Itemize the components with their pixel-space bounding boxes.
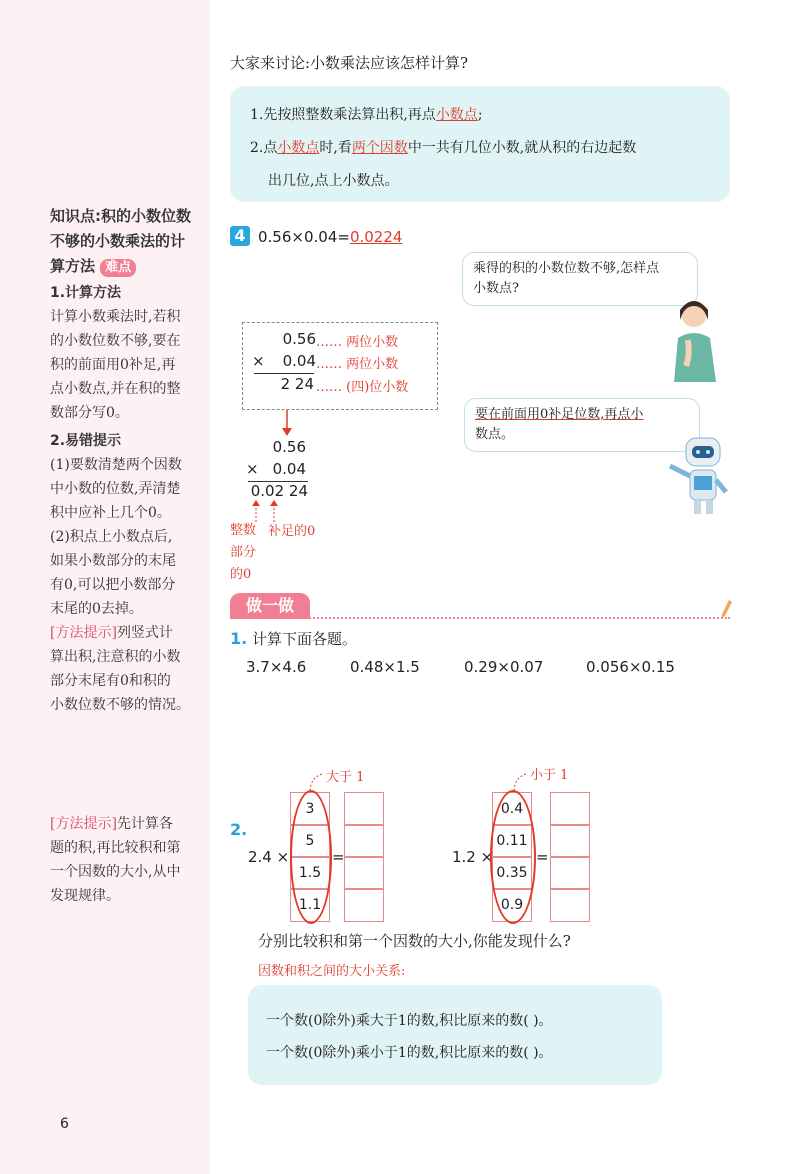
relation-line-2[interactable]: 一个数(0除外)乘小于1的数,积比原来的数( )。 (266, 1045, 553, 1061)
section-header-practice: 做一做 (230, 593, 310, 619)
section1-line: 数部分写0。 (50, 405, 129, 421)
question-2-number: 2. (230, 820, 248, 839)
left-answer-cell[interactable] (344, 824, 384, 858)
right-equals: = (536, 848, 549, 866)
v2-row2: 0.04 (272, 460, 306, 478)
note-line: 整数 (230, 523, 257, 538)
right-value-cell: 0.4 (492, 792, 532, 826)
section2-line: 如果小数部分的末尾 (50, 553, 176, 569)
point1-end: ; (477, 107, 483, 123)
section1-line: 计算小数乘法时,若积 (50, 309, 181, 325)
note-integer-zero (230, 520, 256, 586)
difficulty-badge: 难点 (100, 259, 136, 277)
left-annotation-arrow (306, 772, 326, 794)
section2-line: 中小数的位数,弄清楚 (50, 481, 181, 497)
right-highlight-ellipse (490, 790, 536, 924)
discussion-point-2-cont: 出几位,点上小数点。 (268, 173, 399, 189)
section1-line: 点小数点,并在积的整 (50, 381, 181, 397)
left-highlight-ellipse (290, 790, 332, 924)
kp-title-line3 (50, 254, 200, 279)
relation-label: 因数和积之间的大小关系: (258, 964, 406, 979)
right-annotation: 小于 1 (530, 768, 569, 783)
tip-line: 算出积,注意积的小数 (50, 649, 181, 665)
question-1-number: 1. (230, 629, 248, 648)
left-equals: = (332, 848, 345, 866)
tip-line: 题的积,再比较积和第 (50, 840, 181, 856)
tip-line: 列竖式计 (116, 625, 173, 641)
relation-line-1[interactable]: 一个数(0除外)乘大于1的数,积比原来的数( )。 (266, 1013, 553, 1029)
tip-label: [方法提示] (50, 625, 117, 641)
right-answer-cell[interactable] (550, 792, 590, 826)
v1-row2-note: …… 两位小数 (316, 357, 399, 372)
section2-line: (1)要数清楚两个因数 (50, 457, 182, 473)
v1-row3: 2 24 (280, 375, 314, 393)
down-arrow-icon (280, 410, 294, 438)
section1-title: 1.计算方法 (50, 285, 122, 301)
right-value-cell: 0.9 (492, 888, 532, 922)
tip2-first-line (50, 812, 200, 836)
left-answer-cell[interactable] (344, 888, 384, 922)
example-expression (258, 228, 402, 246)
section-divider (230, 617, 730, 619)
point1-highlight: 小数点 (435, 107, 478, 123)
tip-line: 一个因数的大小,从中 (50, 864, 181, 880)
knowledge-point-block (50, 204, 200, 717)
right-answer-cell[interactable] (550, 824, 590, 858)
v1-row1: 0.56 (282, 330, 316, 348)
discussion-point-1 (250, 104, 483, 124)
tip-label: [方法提示] (50, 816, 117, 832)
q1-item: 3.7×4.6 (246, 658, 307, 676)
v2-op: × (246, 460, 259, 478)
speech-bubble-teacher (462, 252, 698, 306)
kp-title-line2: 不够的小数乘法的计 (50, 232, 186, 250)
q1-item: 0.48×1.5 (350, 658, 420, 676)
page-number: 6 (60, 1116, 69, 1132)
right-multiplier: 1.2 × (452, 848, 494, 866)
left-value-cell: 5 (290, 824, 330, 858)
point2-highlight-2: 两个因数 (351, 140, 408, 156)
left-value-cell: 1.1 (290, 888, 330, 922)
section2-line: 末尾的0去掉。 (50, 601, 143, 617)
q1-item: 0.29×0.07 (464, 658, 544, 676)
method-tip-1 (50, 621, 200, 645)
note-line: 部分 (230, 545, 257, 560)
left-multiplier: 2.4 × (248, 848, 290, 866)
left-annotation: 大于 1 (326, 770, 365, 785)
kp-title-line1: 知识点:积的小数位数 (50, 207, 191, 225)
note-filled-zero: 补足的0 (268, 524, 316, 539)
question-1-text: 计算下面各题。 (252, 630, 358, 648)
point2-text: 2.点 (250, 140, 278, 156)
v2-row3: 0.02 24 (250, 482, 308, 500)
v1-row2: 0.04 (282, 352, 316, 370)
discussion-point-2 (250, 137, 715, 157)
left-value-cell: 3 (290, 792, 330, 826)
expression-text: 0.56×0.04= (258, 228, 350, 246)
pencil-icon (722, 600, 732, 618)
point1-text: 1.先按照整数乘法算出积,再点 (250, 107, 436, 123)
bubble-line (475, 405, 689, 425)
bubble-line: 小数点? (473, 281, 519, 296)
example-number: 4 (230, 226, 250, 246)
v1-row3-note: …… (四)位小数 (316, 380, 409, 395)
left-answer-cell[interactable] (344, 856, 384, 890)
tip-line: 先计算各 (116, 816, 173, 832)
section2-line: (2)积点上小数点后, (50, 529, 173, 545)
tip-line: 部分末尾有0和积的 (50, 673, 171, 689)
right-value-cell: 0.35 (492, 856, 532, 890)
compare-question: 分别比较积和第一个因数的大小,你能发现什么? (258, 932, 571, 950)
q1-item: 0.056×0.15 (586, 658, 675, 676)
v1-row1-note: …… 两位小数 (316, 335, 399, 350)
v1-op: × (252, 352, 265, 370)
section2-line: 有0,可以把小数部分 (50, 577, 176, 593)
section1-line: 的小数位数不够,要在 (50, 333, 181, 349)
example-answer: 0.0224 (349, 228, 403, 246)
v1-line (254, 373, 314, 374)
point2-rest: 中一共有几位小数,就从积的右边起数 (407, 140, 637, 156)
bubble-text: 要在前面用0补足位数,再点小 (475, 407, 644, 422)
right-answer-cell[interactable] (550, 856, 590, 890)
note-line: 的0 (230, 567, 252, 582)
right-annotation-arrow (510, 772, 530, 794)
tip-line: 小数位数不够的情况。 (50, 697, 190, 713)
section1-line: 积的前面用0补足,再 (50, 357, 176, 373)
bubble-line: 数点。 (475, 427, 515, 442)
relation-box (248, 985, 662, 1085)
right-value-cell: 0.11 (492, 824, 532, 858)
right-answer-cell[interactable] (550, 888, 590, 922)
point2-mid: 时,看 (319, 140, 352, 156)
point2-highlight-1: 小数点 (277, 140, 320, 156)
section2-line: 积中应补上几个0。 (50, 505, 171, 521)
v2-row1: 0.56 (272, 438, 306, 456)
discussion-question: 大家来讨论:小数乘法应该怎样计算? (230, 54, 469, 72)
left-value-cell: 1.5 (290, 856, 330, 890)
question-1 (230, 628, 357, 649)
bubble-line: 乘得的积的小数位数不够,怎样点 (473, 261, 660, 276)
kp-title-text: 算方法 (50, 257, 96, 275)
method-tip-2 (50, 812, 200, 908)
section2-title: 2.易错提示 (50, 433, 122, 449)
tip-line: 发现规律。 (50, 888, 120, 904)
teacher-illustration (670, 296, 726, 382)
robot-illustration (660, 436, 740, 518)
left-answer-cell[interactable] (344, 792, 384, 826)
